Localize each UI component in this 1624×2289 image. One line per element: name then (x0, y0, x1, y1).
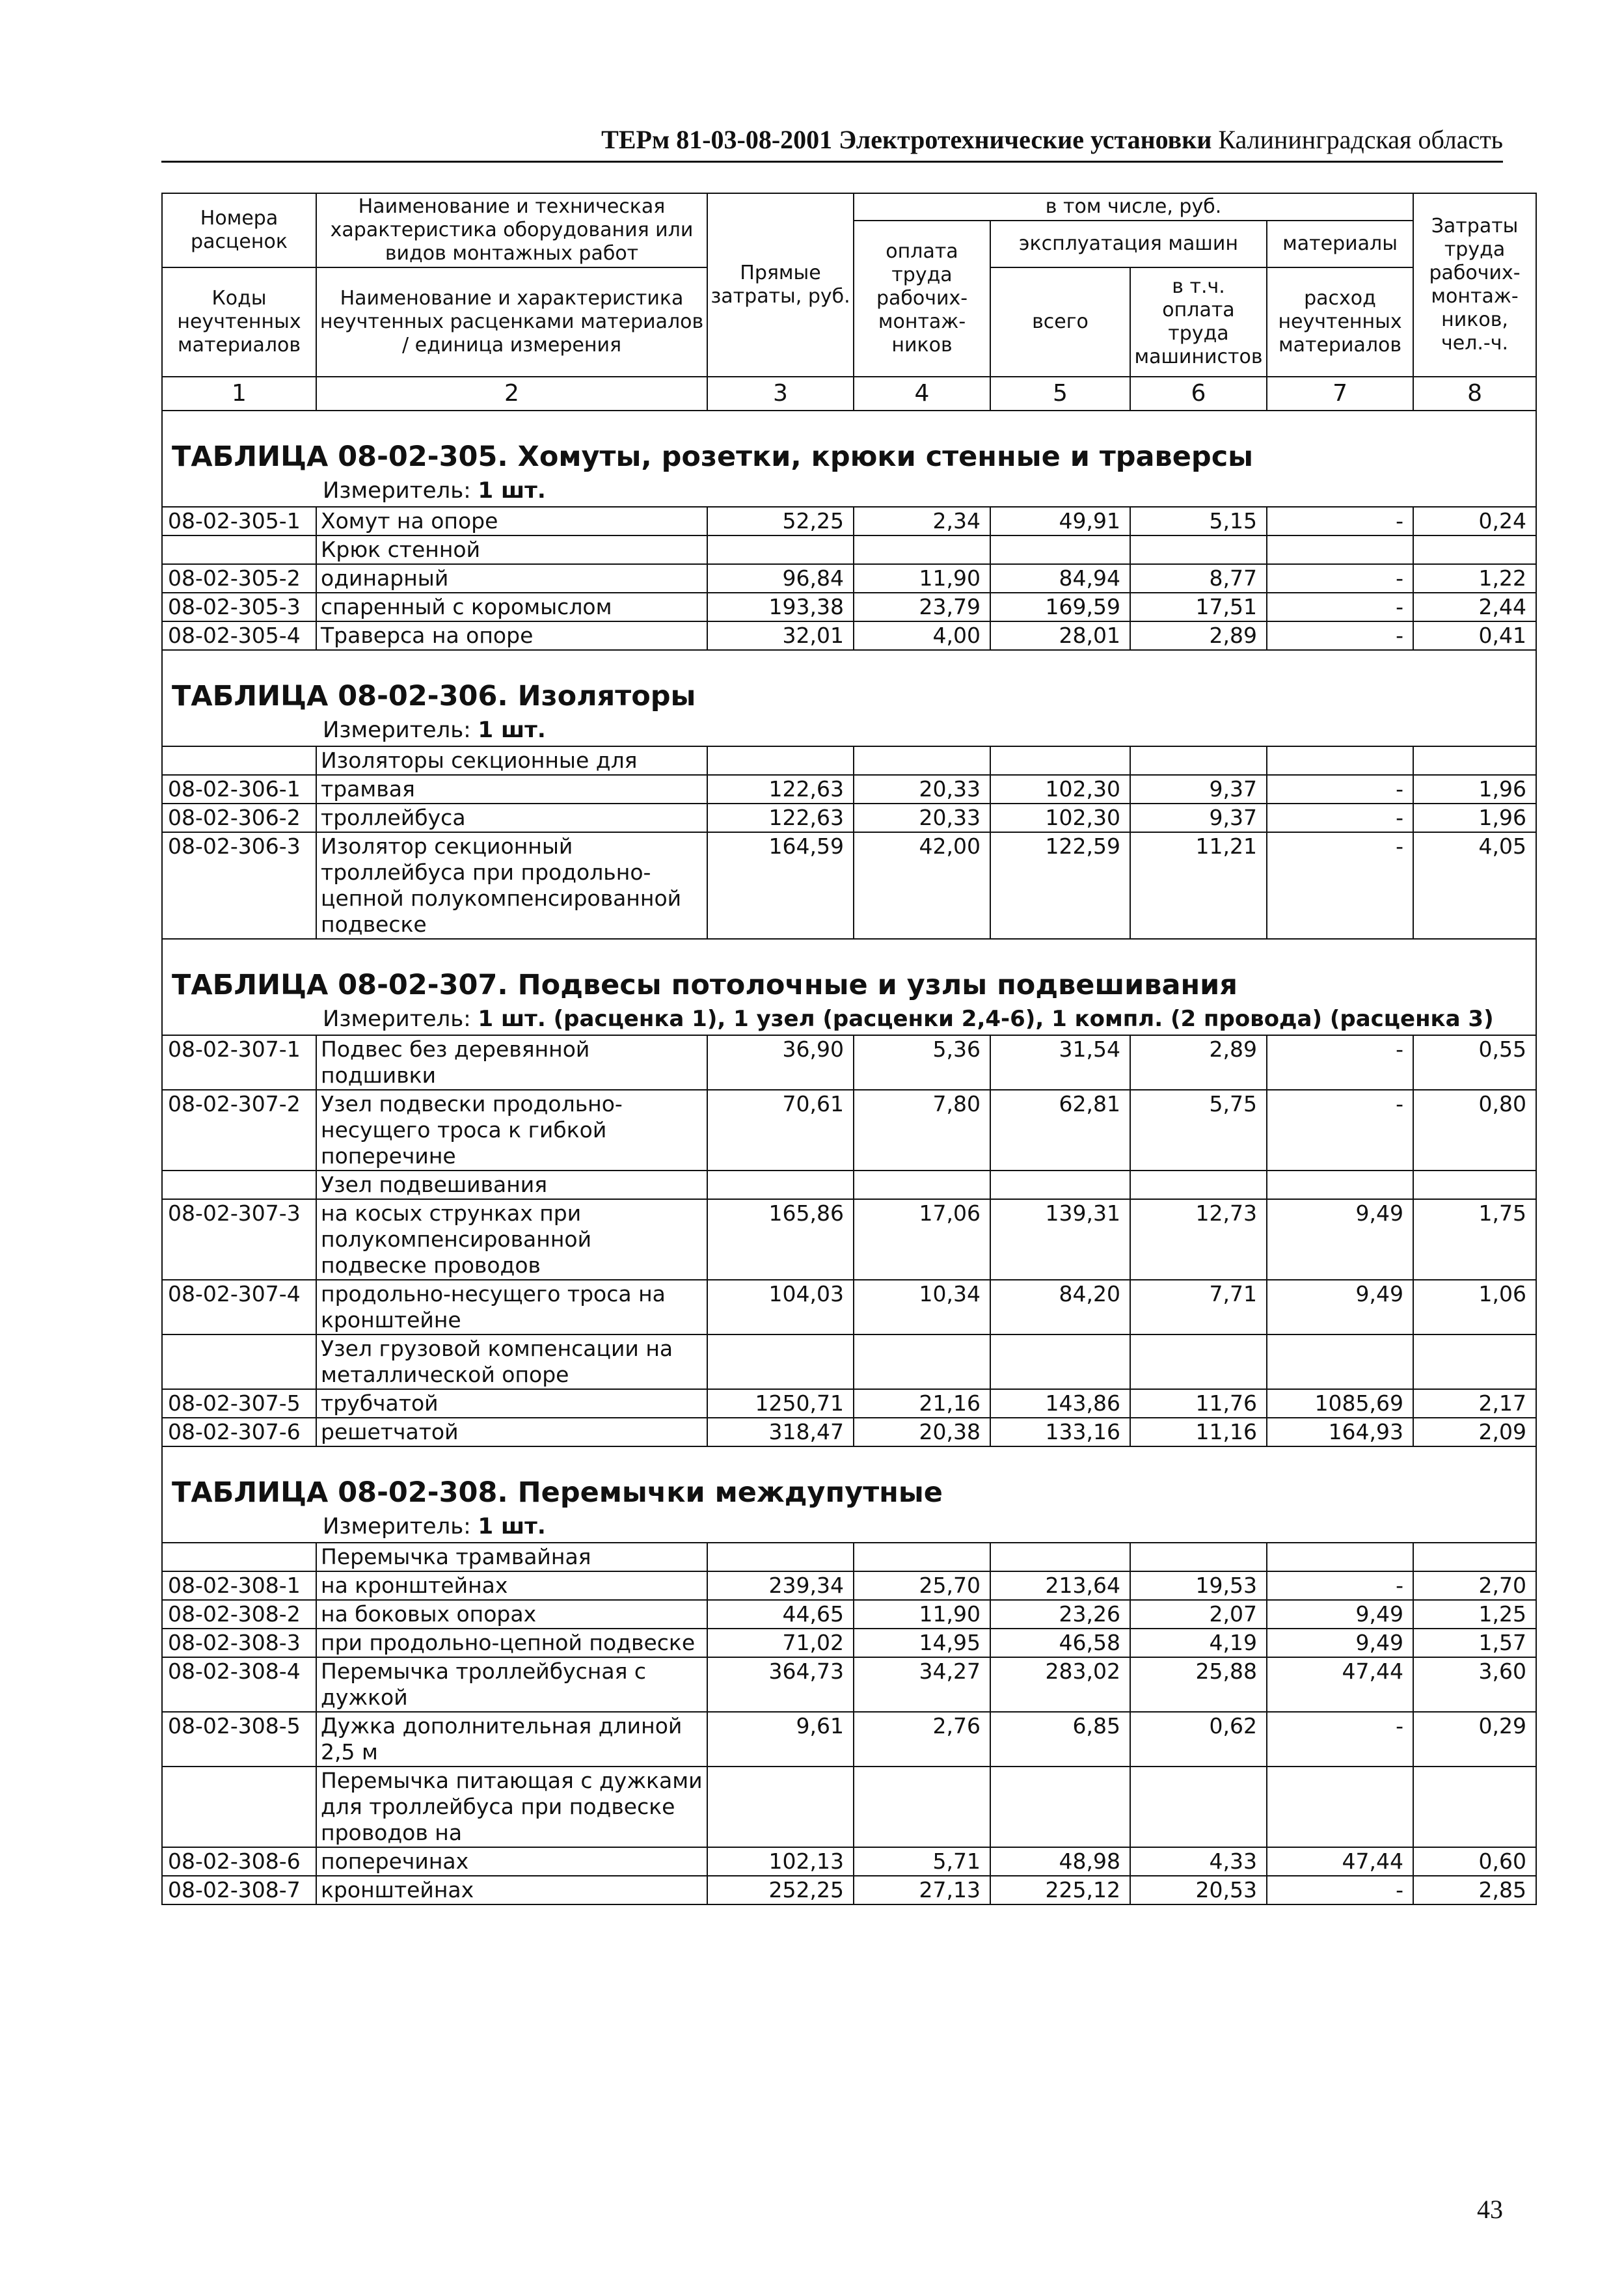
worker-wage-cell: 20,33 (854, 804, 990, 832)
table-row (162, 1657, 1536, 1712)
rate-code-cell: 08-02-307-4 (162, 1280, 316, 1334)
table-row (162, 1543, 1536, 1571)
worker-wage-cell (854, 746, 990, 775)
direct-costs-cell (707, 746, 854, 775)
unit-row (162, 716, 1536, 746)
rate-code-cell (162, 535, 316, 564)
column-number: 4 (854, 377, 990, 411)
materials-cell: - (1267, 507, 1413, 535)
unit-row (162, 1513, 1536, 1543)
machinist-wage-cell: 5,75 (1130, 1090, 1267, 1171)
direct-costs-cell: 164,59 (707, 832, 854, 939)
worker-wage-cell (854, 1334, 990, 1389)
direct-costs-cell: 44,65 (707, 1600, 854, 1629)
materials-cell: - (1267, 621, 1413, 650)
machinist-wage-cell: 5,15 (1130, 507, 1267, 535)
table-head (162, 193, 1536, 411)
table-row (162, 775, 1536, 804)
work-name-cell: Хомут на опоре (316, 507, 707, 535)
table-row (162, 1035, 1536, 1090)
work-name-cell: Изолятор секционный троллейбуса при продольно-цепной полукомпенсированной подвеске (316, 832, 707, 939)
table-row (162, 746, 1536, 775)
labor-hours-cell (1413, 1767, 1536, 1847)
table-title-row (162, 1446, 1536, 1513)
column-number: 5 (990, 377, 1130, 411)
table-row (162, 1418, 1536, 1446)
materials-cell: 164,93 (1267, 1418, 1413, 1446)
machinist-wage-cell: 4,19 (1130, 1629, 1267, 1657)
rate-code-cell (162, 1334, 316, 1389)
worker-wage-cell: 5,71 (854, 1847, 990, 1876)
direct-costs-cell (707, 1767, 854, 1847)
direct-costs-cell: 96,84 (707, 564, 854, 593)
machinist-wage-cell (1130, 746, 1267, 775)
work-name-cell: поперечинах (316, 1847, 707, 1876)
machines-total-cell (990, 746, 1130, 775)
column-number: 6 (1130, 377, 1267, 411)
direct-costs-cell: 102,13 (707, 1847, 854, 1876)
table-row (162, 507, 1536, 535)
labor-hours-cell: 1,22 (1413, 564, 1536, 593)
work-name-cell: решетчатой (316, 1418, 707, 1446)
machines-total-cell: 31,54 (990, 1035, 1130, 1090)
labor-hours-cell (1413, 746, 1536, 775)
machinist-wage-cell: 25,88 (1130, 1657, 1267, 1712)
materials-cell (1267, 1543, 1413, 1571)
direct-costs-cell: 165,86 (707, 1199, 854, 1280)
machines-total-cell: 84,20 (990, 1280, 1130, 1334)
machinist-wage-cell: 0,62 (1130, 1712, 1267, 1767)
materials-cell: 47,44 (1267, 1657, 1413, 1712)
direct-costs-cell (707, 1171, 854, 1199)
machines-total-cell: 283,02 (990, 1657, 1130, 1712)
table-row (162, 1876, 1536, 1904)
machines-total-cell: 46,58 (990, 1629, 1130, 1657)
materials-cell: - (1267, 593, 1413, 621)
col6-header: в т.ч. оплата труда машинистов (1130, 267, 1267, 377)
machines-total-cell (990, 1171, 1130, 1199)
column-number: 7 (1267, 377, 1413, 411)
table-row (162, 1571, 1536, 1600)
work-name-cell: на косых струнках при полукомпенсированной подвеске проводов (316, 1199, 707, 1280)
work-name-cell: троллейбуса (316, 804, 707, 832)
direct-costs-cell (707, 1334, 854, 1389)
table-title-row (162, 411, 1536, 477)
materials-cell (1267, 1767, 1413, 1847)
work-name-cell: Подвес без деревянной подшивки (316, 1035, 707, 1090)
direct-costs-cell (707, 535, 854, 564)
section-title: ТАБЛИЦА 08-02-307. Подвесы потолочные и узлы подвешивания (162, 939, 1536, 1005)
machines-total-cell (990, 1767, 1130, 1847)
machines-total-cell (990, 535, 1130, 564)
col1-header-bottom: Коды неучтенных материалов (162, 267, 316, 377)
unit-label: Измеритель: (323, 717, 471, 743)
page-number: 43 (1477, 2195, 1503, 2224)
labor-hours-cell: 2,44 (1413, 593, 1536, 621)
worker-wage-cell: 20,33 (854, 775, 990, 804)
machines-total-cell: 169,59 (990, 593, 1130, 621)
materials-cell: 9,49 (1267, 1629, 1413, 1657)
machines-total-cell: 133,16 (990, 1418, 1130, 1446)
table-row (162, 564, 1536, 593)
table-title-row (162, 939, 1536, 1005)
worker-wage-cell: 11,90 (854, 1600, 990, 1629)
machines-total-cell: 225,12 (990, 1876, 1130, 1904)
machinist-wage-cell: 11,16 (1130, 1418, 1267, 1446)
table-row (162, 1629, 1536, 1657)
unit-row (162, 1005, 1536, 1035)
labor-hours-cell: 4,05 (1413, 832, 1536, 939)
materials-cell: - (1267, 804, 1413, 832)
labor-hours-cell (1413, 1171, 1536, 1199)
unit-line (162, 1005, 1536, 1035)
worker-wage-cell (854, 1543, 990, 1571)
table-row (162, 1171, 1536, 1199)
materials-cell: 1085,69 (1267, 1389, 1413, 1418)
materials-cell: 9,49 (1267, 1600, 1413, 1629)
labor-hours-cell: 0,80 (1413, 1090, 1536, 1171)
rate-code-cell: 08-02-306-1 (162, 775, 316, 804)
machines-total-cell: 143,86 (990, 1389, 1130, 1418)
materials-header: материалы (1267, 221, 1413, 267)
machinist-wage-cell (1130, 1543, 1267, 1571)
machinist-wage-cell (1130, 1171, 1267, 1199)
materials-cell (1267, 535, 1413, 564)
machinist-wage-cell (1130, 535, 1267, 564)
worker-wage-cell: 25,70 (854, 1571, 990, 1600)
worker-wage-cell (854, 1171, 990, 1199)
materials-cell: 47,44 (1267, 1847, 1413, 1876)
unit-line (162, 477, 1536, 507)
labor-hours-cell: 1,75 (1413, 1199, 1536, 1280)
direct-costs-cell: 122,63 (707, 775, 854, 804)
unit-label: Измеритель: (323, 1006, 471, 1032)
work-name-cell: Узел подвески продольно-несущего троса к гибкой поперечине (316, 1090, 707, 1171)
unit-line (162, 1513, 1536, 1543)
work-name-cell: Дужка дополнительная длиной 2,5 м (316, 1712, 707, 1767)
worker-wage-cell: 21,16 (854, 1389, 990, 1418)
direct-costs-cell: 318,47 (707, 1418, 854, 1446)
direct-costs-cell: 1250,71 (707, 1389, 854, 1418)
column-number: 8 (1413, 377, 1536, 411)
machinist-wage-cell: 7,71 (1130, 1280, 1267, 1334)
rate-code-cell: 08-02-306-2 (162, 804, 316, 832)
materials-cell: - (1267, 832, 1413, 939)
labor-hours-cell: 1,06 (1413, 1280, 1536, 1334)
rate-code-cell: 08-02-308-2 (162, 1600, 316, 1629)
rate-code-cell: 08-02-305-1 (162, 507, 316, 535)
labor-hours-cell: 1,96 (1413, 775, 1536, 804)
table-title-row (162, 650, 1536, 716)
labor-hours-cell: 2,09 (1413, 1418, 1536, 1446)
price-table (161, 193, 1537, 1905)
machinist-wage-cell (1130, 1767, 1267, 1847)
labor-hours-cell: 3,60 (1413, 1657, 1536, 1712)
worker-wage-cell (854, 535, 990, 564)
rate-code-cell: 08-02-308-4 (162, 1657, 316, 1712)
materials-cell: 9,49 (1267, 1280, 1413, 1334)
unit-value: 1 шт. (478, 1513, 546, 1539)
machinist-wage-cell (1130, 1334, 1267, 1389)
machinist-wage-cell: 9,37 (1130, 804, 1267, 832)
materials-cell (1267, 1171, 1413, 1199)
worker-wage-cell: 14,95 (854, 1629, 990, 1657)
machines-header: эксплуатация машин (990, 221, 1267, 267)
rate-code-cell: 08-02-307-1 (162, 1035, 316, 1090)
table-row (162, 621, 1536, 650)
table-row (162, 1389, 1536, 1418)
materials-cell: - (1267, 775, 1413, 804)
machinist-wage-cell: 12,73 (1130, 1199, 1267, 1280)
rate-code-cell (162, 1543, 316, 1571)
materials-cell (1267, 1334, 1413, 1389)
rate-code-cell: 08-02-306-3 (162, 832, 316, 939)
labor-hours-cell: 0,60 (1413, 1847, 1536, 1876)
work-name-cell: Узел грузовой компенсации на металлической опоре (316, 1334, 707, 1389)
worker-wage-cell: 11,90 (854, 564, 990, 593)
rate-code-cell: 08-02-305-4 (162, 621, 316, 650)
machinist-wage-cell: 19,53 (1130, 1571, 1267, 1600)
rate-code-cell: 08-02-307-3 (162, 1199, 316, 1280)
direct-costs-cell: 71,02 (707, 1629, 854, 1657)
table-row (162, 1712, 1536, 1767)
work-name-cell: на боковых опорах (316, 1600, 707, 1629)
table-body (162, 411, 1536, 1904)
materials-cell (1267, 746, 1413, 775)
direct-costs-cell: 364,73 (707, 1657, 854, 1712)
rate-code-cell: 08-02-305-3 (162, 593, 316, 621)
labor-hours-cell: 1,57 (1413, 1629, 1536, 1657)
machines-total-cell: 84,94 (990, 564, 1130, 593)
unit-value: 1 шт. (478, 478, 546, 504)
table-row (162, 1199, 1536, 1280)
rate-code-cell (162, 1767, 316, 1847)
worker-wage-cell: 5,36 (854, 1035, 990, 1090)
col8-header: Затраты труда рабочих-монтаж-ников, чел.-ч. (1413, 193, 1536, 377)
unit-value: 1 шт. (расценка 1), 1 узел (расценки 2,4-6), 1 компл. (2 провода) (расценка 3) (478, 1006, 1494, 1032)
machines-total-cell: 28,01 (990, 621, 1130, 650)
machines-total-cell: 48,98 (990, 1847, 1130, 1876)
direct-costs-cell: 70,61 (707, 1090, 854, 1171)
work-name-cell: Перемычка питающая с дужками для троллейбуса при подвеске проводов на (316, 1767, 707, 1847)
unit-row (162, 477, 1536, 507)
unit-value: 1 шт. (478, 717, 546, 743)
materials-cell: - (1267, 1571, 1413, 1600)
machines-total-cell: 102,30 (990, 804, 1130, 832)
rate-code-cell: 08-02-308-1 (162, 1571, 316, 1600)
labor-hours-cell (1413, 535, 1536, 564)
rate-code-cell: 08-02-307-2 (162, 1090, 316, 1171)
work-name-cell: Изоляторы секционные для (316, 746, 707, 775)
materials-cell: - (1267, 1712, 1413, 1767)
labor-hours-cell: 0,41 (1413, 621, 1536, 650)
included-header: в том числе, руб. (854, 193, 1413, 221)
machinist-wage-cell: 2,89 (1130, 621, 1267, 650)
work-name-cell: трамвая (316, 775, 707, 804)
col3-header: Прямые затраты, руб. (707, 193, 854, 377)
table-row (162, 804, 1536, 832)
work-name-cell: Узел подвешивания (316, 1171, 707, 1199)
labor-hours-cell: 2,17 (1413, 1389, 1536, 1418)
worker-wage-cell: 34,27 (854, 1657, 990, 1712)
machines-total-cell: 62,81 (990, 1090, 1130, 1171)
col2-header-bottom: Наименование и характеристика неучтенных расценками материалов / единица измерения (316, 267, 707, 377)
worker-wage-cell: 2,34 (854, 507, 990, 535)
materials-cell: - (1267, 564, 1413, 593)
machinist-wage-cell: 8,77 (1130, 564, 1267, 593)
unit-label: Измеритель: (323, 478, 471, 504)
column-number: 1 (162, 377, 316, 411)
table-row (162, 1090, 1536, 1171)
rate-code-cell: 08-02-307-5 (162, 1389, 316, 1418)
unit-label: Измеритель: (323, 1513, 471, 1539)
machines-total-cell: 49,91 (990, 507, 1130, 535)
column-numbers-row (162, 377, 1536, 411)
col5-header: всего (990, 267, 1130, 377)
doc-title: Электротехнические установки (839, 125, 1212, 154)
work-name-cell: одинарный (316, 564, 707, 593)
machines-total-cell: 139,31 (990, 1199, 1130, 1280)
work-name-cell: спаренный с коромыслом (316, 593, 707, 621)
table-row (162, 1334, 1536, 1389)
table-row (162, 1280, 1536, 1334)
table-row (162, 535, 1536, 564)
direct-costs-cell: 122,63 (707, 804, 854, 832)
machines-total-cell: 102,30 (990, 775, 1130, 804)
machinist-wage-cell: 2,07 (1130, 1600, 1267, 1629)
rate-code-cell: 08-02-307-6 (162, 1418, 316, 1446)
worker-wage-cell: 7,80 (854, 1090, 990, 1171)
work-name-cell: продольно-несущего троса на кронштейне (316, 1280, 707, 1334)
section-title: ТАБЛИЦА 08-02-306. Изоляторы (162, 650, 1536, 716)
machinist-wage-cell: 4,33 (1130, 1847, 1267, 1876)
rate-code-cell: 08-02-308-6 (162, 1847, 316, 1876)
direct-costs-cell: 9,61 (707, 1712, 854, 1767)
labor-hours-cell (1413, 1334, 1536, 1389)
column-number: 3 (707, 377, 854, 411)
doc-code: ТЕРм 81-03-08-2001 (601, 125, 833, 154)
machinist-wage-cell: 2,89 (1130, 1035, 1267, 1090)
rate-code-cell (162, 1171, 316, 1199)
machines-total-cell: 213,64 (990, 1571, 1130, 1600)
col2-header-top: Наименование и техническая характеристика оборудования или видов монтажных работ (316, 193, 707, 267)
work-name-cell: Траверса на опоре (316, 621, 707, 650)
header-rule (161, 161, 1503, 163)
machinist-wage-cell: 9,37 (1130, 775, 1267, 804)
direct-costs-cell: 32,01 (707, 621, 854, 650)
labor-hours-cell: 1,96 (1413, 804, 1536, 832)
worker-wage-cell: 4,00 (854, 621, 990, 650)
table-row (162, 1767, 1536, 1847)
table-row (162, 1847, 1536, 1876)
rate-code-cell: 08-02-308-7 (162, 1876, 316, 1904)
labor-hours-cell: 0,29 (1413, 1712, 1536, 1767)
worker-wage-cell: 17,06 (854, 1199, 990, 1280)
direct-costs-cell: 193,38 (707, 593, 854, 621)
work-name-cell: Перемычка троллейбусная с дужкой (316, 1657, 707, 1712)
rate-code-cell (162, 746, 316, 775)
materials-cell: 9,49 (1267, 1199, 1413, 1280)
running-header (161, 119, 1503, 161)
doc-region: Калининградская область (1218, 125, 1503, 154)
materials-cell: - (1267, 1876, 1413, 1904)
machinist-wage-cell: 20,53 (1130, 1876, 1267, 1904)
worker-wage-cell: 10,34 (854, 1280, 990, 1334)
machines-total-cell: 122,59 (990, 832, 1130, 939)
work-name-cell: Перемычка трамвайная (316, 1543, 707, 1571)
work-name-cell: при продольно-цепной подвеске (316, 1629, 707, 1657)
labor-hours-cell: 2,85 (1413, 1876, 1536, 1904)
work-name-cell: трубчатой (316, 1389, 707, 1418)
direct-costs-cell: 252,25 (707, 1876, 854, 1904)
machinist-wage-cell: 11,21 (1130, 832, 1267, 939)
section-title: ТАБЛИЦА 08-02-308. Перемычки междупутные (162, 1446, 1536, 1513)
machines-total-cell (990, 1543, 1130, 1571)
worker-wage-cell (854, 1767, 990, 1847)
worker-wage-cell: 42,00 (854, 832, 990, 939)
machinist-wage-cell: 17,51 (1130, 593, 1267, 621)
materials-cell: - (1267, 1090, 1413, 1171)
work-name-cell: кронштейнах (316, 1876, 707, 1904)
table-row (162, 593, 1536, 621)
labor-hours-cell: 1,25 (1413, 1600, 1536, 1629)
worker-wage-cell: 23,79 (854, 593, 990, 621)
work-name-cell: Крюк стенной (316, 535, 707, 564)
rate-code-cell: 08-02-308-5 (162, 1712, 316, 1767)
table-row (162, 832, 1536, 939)
worker-wage-cell: 2,76 (854, 1712, 990, 1767)
machines-total-cell: 23,26 (990, 1600, 1130, 1629)
work-name-cell: на кронштейнах (316, 1571, 707, 1600)
rate-code-cell: 08-02-305-2 (162, 564, 316, 593)
machines-total-cell (990, 1334, 1130, 1389)
unit-line (162, 716, 1536, 746)
direct-costs-cell: 239,34 (707, 1571, 854, 1600)
labor-hours-cell (1413, 1543, 1536, 1571)
labor-hours-cell: 2,70 (1413, 1571, 1536, 1600)
col4-header: оплата труда рабочих-монтаж-ников (854, 221, 990, 377)
rate-code-cell: 08-02-308-3 (162, 1629, 316, 1657)
materials-cell: - (1267, 1035, 1413, 1090)
machinist-wage-cell: 11,76 (1130, 1389, 1267, 1418)
table-row (162, 1600, 1536, 1629)
direct-costs-cell (707, 1543, 854, 1571)
labor-hours-cell: 0,24 (1413, 507, 1536, 535)
labor-hours-cell: 0,55 (1413, 1035, 1536, 1090)
direct-costs-cell: 52,25 (707, 507, 854, 535)
col1-header-top: Номера расценок (162, 193, 316, 267)
col7-header: расход неучтенных материалов (1267, 267, 1413, 377)
column-number: 2 (316, 377, 707, 411)
worker-wage-cell: 20,38 (854, 1418, 990, 1446)
direct-costs-cell: 36,90 (707, 1035, 854, 1090)
worker-wage-cell: 27,13 (854, 1876, 990, 1904)
machines-total-cell: 6,85 (990, 1712, 1130, 1767)
section-title: ТАБЛИЦА 08-02-305. Хомуты, розетки, крюки стенные и траверсы (162, 411, 1536, 477)
direct-costs-cell: 104,03 (707, 1280, 854, 1334)
